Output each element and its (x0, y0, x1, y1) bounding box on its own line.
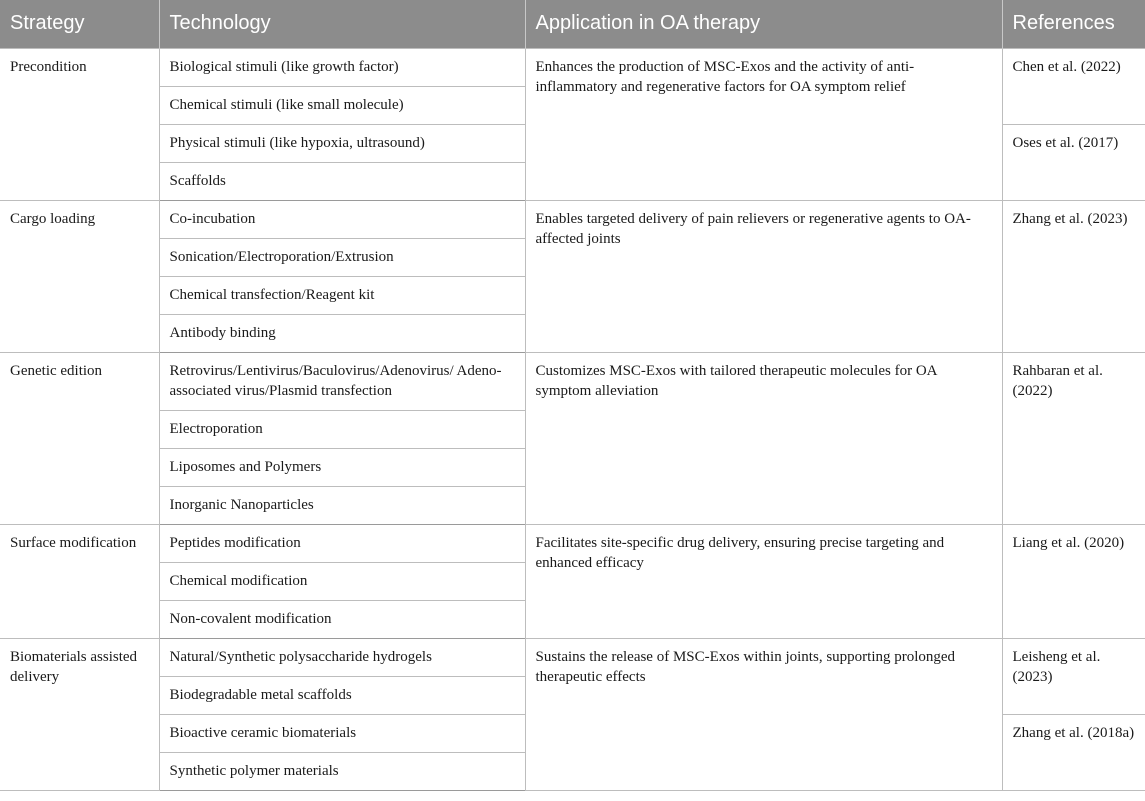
reference-cell: Chen et al. (2022) (1002, 48, 1145, 124)
technology-cell: Natural/Synthetic polysaccharide hydrogels (159, 638, 525, 676)
header-row (0, 0, 1145, 48)
technology-cell: Peptides modification (159, 524, 525, 562)
strategy-cell: Precondition (0, 48, 159, 200)
technology-cell: Co-incubation (159, 200, 525, 238)
technology-cell: Biological stimuli (like growth factor) (159, 48, 525, 86)
technology-cell: Non-covalent modification (159, 600, 525, 638)
reference-cell: Rahbaran et al. (2022) (1002, 352, 1145, 524)
technology-cell: Inorganic Nanoparticles (159, 486, 525, 524)
reference-cell: Zhang et al. (2023) (1002, 200, 1145, 352)
technology-cell: Chemical transfection/Reagent kit (159, 276, 525, 314)
reference-cell: Liang et al. (2020) (1002, 524, 1145, 638)
table-row (0, 524, 1145, 562)
header-references: References (1002, 0, 1145, 48)
table-body (0, 48, 1145, 790)
strategy-cell: Surface modification (0, 524, 159, 638)
header-strategy: Strategy (0, 0, 159, 48)
technology-cell: Scaffolds (159, 162, 525, 200)
header-application: Application in OA therapy (525, 0, 1002, 48)
technology-cell: Sonication/Electroporation/Extrusion (159, 238, 525, 276)
reference-cell: Leisheng et al. (2023) (1002, 638, 1145, 714)
application-cell: Enables targeted delivery of pain relievers or regenerative agents to OA-affected joints (525, 200, 1002, 352)
reference-cell: Zhang et al. (2018a) (1002, 714, 1145, 790)
application-cell: Customizes MSC-Exos with tailored therapeutic molecules for OA symptom alleviation (525, 352, 1002, 524)
technology-cell: Synthetic polymer materials (159, 752, 525, 790)
technology-cell: Retrovirus/Lentivirus/Baculovirus/Adenovirus/ Adeno-associated virus/Plasmid transfection (159, 352, 525, 410)
strategy-cell: Genetic edition (0, 352, 159, 524)
reference-cell: Oses et al. (2017) (1002, 124, 1145, 200)
technology-cell: Biodegradable metal scaffolds (159, 676, 525, 714)
technology-cell: Liposomes and Polymers (159, 448, 525, 486)
technology-cell: Electroporation (159, 410, 525, 448)
table-row (0, 352, 1145, 410)
application-cell: Sustains the release of MSC-Exos within joints, supporting prolonged therapeutic effects (525, 638, 1002, 790)
technology-cell: Antibody binding (159, 314, 525, 352)
strategy-cell: Cargo loading (0, 200, 159, 352)
strategy-cell: Biomaterials assisted delivery (0, 638, 159, 790)
technology-cell: Bioactive ceramic biomaterials (159, 714, 525, 752)
technology-cell: Physical stimuli (like hypoxia, ultrasound) (159, 124, 525, 162)
table-row (0, 638, 1145, 676)
header-technology: Technology (159, 0, 525, 48)
application-cell: Enhances the production of MSC-Exos and the activity of anti-inflammatory and regenerative factors for OA symptom relief (525, 48, 1002, 200)
technology-cell: Chemical stimuli (like small molecule) (159, 86, 525, 124)
table-row (0, 200, 1145, 238)
application-cell: Facilitates site-specific drug delivery, ensuring precise targeting and enhanced efficacy (525, 524, 1002, 638)
table-row (0, 48, 1145, 86)
technology-cell: Chemical modification (159, 562, 525, 600)
